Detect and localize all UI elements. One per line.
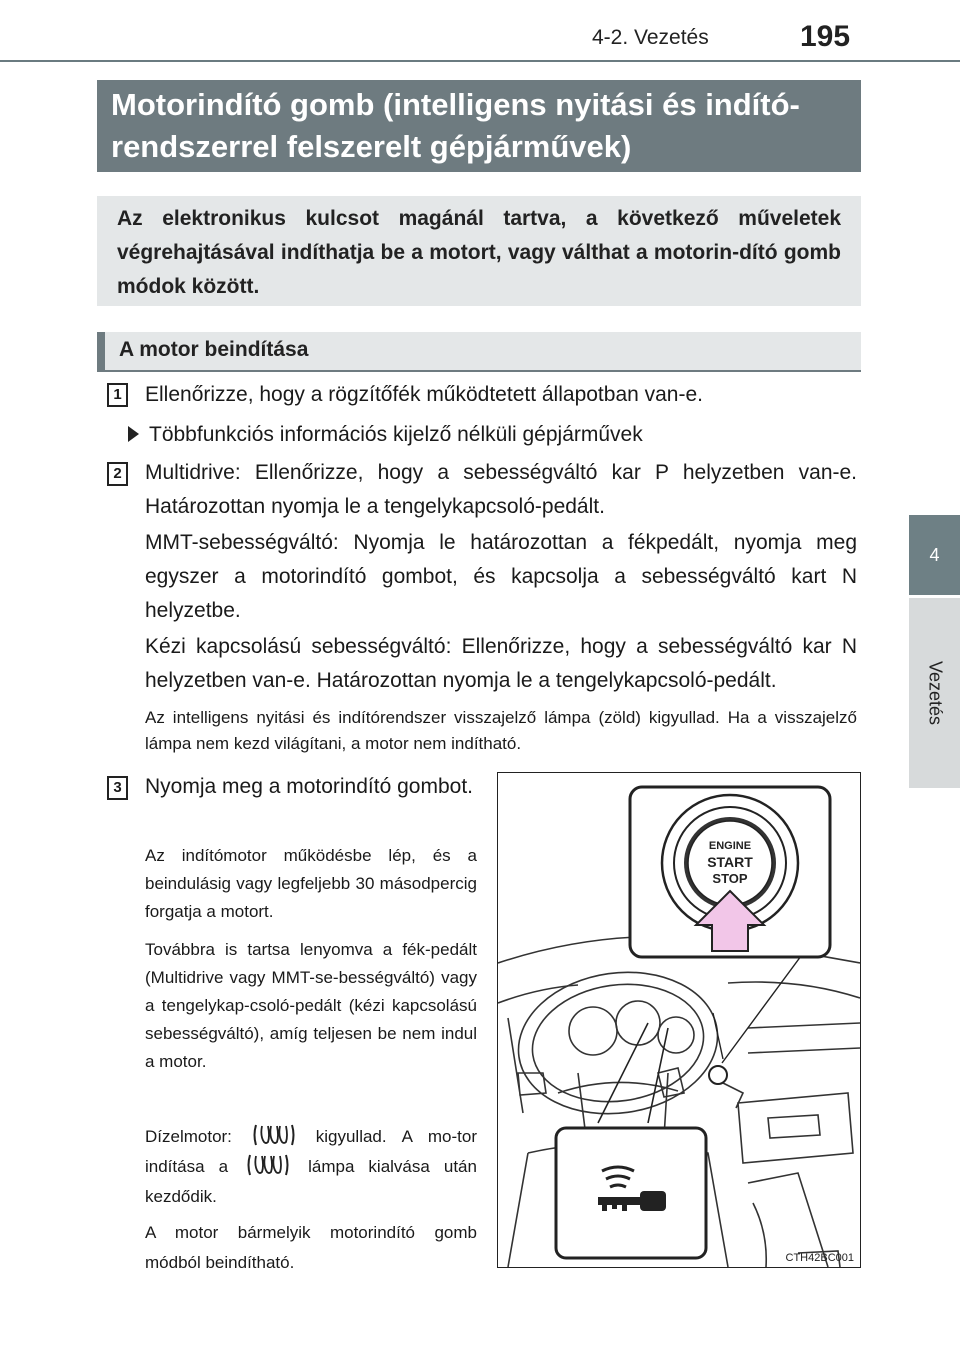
step-3-p1: Az indítómotor működésbe lép, és a beindulásig vagy legfeljebb 30 másodpercig forgatja a motort.	[145, 846, 477, 921]
condition-text: Többfunkciós információs kijelző nélküli gépjárművek	[149, 423, 643, 446]
title-box	[97, 80, 861, 172]
glow-plug-lamp-icon-2	[246, 1152, 290, 1178]
step-2-multidrive: Multidrive: Ellenőrizze, hogy a sebességváltó kar P helyzetben van-e. Határozottan nyomja le a tengelykapcsoló-pedált.	[145, 461, 857, 518]
condition-arrow-icon	[128, 426, 139, 442]
subheading: A motor beindítása	[97, 332, 861, 372]
step-3-p4: A motor bármelyik motorindító gomb módból beindítható.	[145, 1223, 477, 1272]
diesel-label-b: kigyullad. A mo-tor indítása a	[145, 1127, 477, 1176]
glow-plug-lamp-icon	[252, 1122, 296, 1148]
step-3-p2: Továbbra is tartsa lenyomva a fék-pedált (Multidrive vagy MMT-se-bességváltó) vagy a tengelykap-csoló-pedált (kézi kapcsolású sebességváltó), amíg teljesen be nem indul a motor.	[145, 940, 477, 1071]
button-text-engine: ENGINE	[708, 840, 752, 852]
page-number: 195	[800, 20, 851, 53]
step-3-title: Nyomja meg a motorindító gombot.	[145, 775, 473, 798]
side-tab-number-text: 4	[929, 544, 940, 565]
step-3-diesel	[145, 1122, 477, 1212]
step-1-text: Ellenőrizze, hogy a rögzítőfék működtetett állapotban van-e.	[145, 383, 703, 406]
step-2-note: Az intelligens nyitási és indítórendszer visszajelző lámpa (zöld) kigyullad. Ha a visszajelző lámpa nem kezd világítani, a motor nem indítható.	[145, 708, 857, 753]
step-number-3: 3	[107, 776, 128, 800]
step-2-manual: Kézi kapcsolású sebességváltó: Ellenőrizze, hogy a sebességváltó kar N helyzetben van-e. Határozottan nyomja le a tengelykapcsoló-pedált.	[145, 635, 857, 692]
title-line-1: Motorindító gomb (intelligens nyitási és indító-	[111, 87, 800, 122]
figure-code: CTH42BC001	[785, 1252, 854, 1264]
step-number-1: 1	[107, 383, 128, 407]
side-tab-label	[909, 598, 960, 788]
step-2-mmt: MMT-sebességváltó: Nyomja le határozottan a fékpedált, nyomja meg egyszer a motorindító gombot, és kapcsolja a sebességváltó kart N helyzetbe.	[145, 531, 857, 622]
start-button-location	[709, 1066, 727, 1084]
intro-box: Az elektronikus kulcsot magánál tartva, a következő műveletek végrehajtásával indíthatja be a motort, vagy válthat a motorin-dító gomb módok között.	[97, 196, 861, 306]
button-text-stop: STOP	[712, 871, 748, 886]
header-rule	[0, 60, 960, 62]
dashboard-drawing	[498, 773, 860, 1267]
step-number-2: 2	[107, 462, 128, 486]
engine-start-illustration	[497, 772, 861, 1268]
title-line-2: rendszerrel felszerelt gépjárművek)	[111, 129, 632, 164]
side-tab-number	[909, 515, 960, 595]
button-text-start: START	[707, 854, 753, 870]
header-section: 4-2. Vezetés	[592, 26, 709, 49]
side-tab-label-text: Vezetés	[925, 660, 946, 726]
condition-line	[128, 418, 861, 452]
diesel-label-a: Dízelmotor:	[145, 1127, 232, 1146]
diesel-label-c: lámpa kialvása után kezdődik.	[145, 1157, 477, 1206]
